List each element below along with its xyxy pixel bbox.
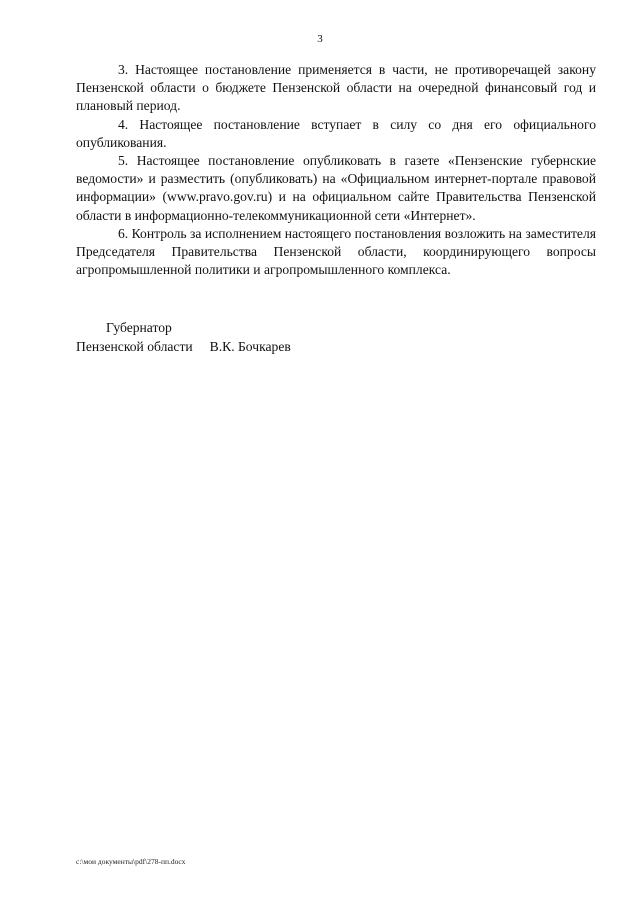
- page-number: 3: [317, 33, 323, 45]
- signatory-name: В.К. Бочкарев: [209, 339, 291, 354]
- paragraph-3: 3. Настоящее постановление применяется в части, не противоречащей закону Пензенской области о бюджете Пензенской области на очередной финансовый год и плановый период.: [76, 62, 596, 114]
- paragraph-5: 5. Настоящее постановление опубликовать в газете «Пензенские губернские ведомости» и разместить (опубликовать) на «Официальном интернет-портале правовой информации» (www.pravo.gov.ru) и на официальном сайте Правительства Пензенской области в информационно-телекоммуникационной сети «Интернет».: [76, 153, 596, 223]
- footer-file-path: c:\мои документы\pdf\278-пп.docx: [76, 857, 186, 866]
- signature-block: [76, 318, 291, 356]
- document-body: [76, 61, 596, 279]
- signatory-region: Пензенской области: [76, 339, 193, 354]
- signatory-line: [76, 337, 291, 356]
- paragraph-6: 6. Контроль за исполнением настоящего постановления возложить на заместителя Председателя Правительства Пензенской области, координирующего вопросы агропромышленной политики и агропромышленного комплекса.: [76, 225, 596, 278]
- signatory-title: Губернатор: [106, 320, 172, 335]
- paragraph-4: 4. Настоящее постановление вступает в силу со дня его официального опубликования.: [76, 116, 596, 150]
